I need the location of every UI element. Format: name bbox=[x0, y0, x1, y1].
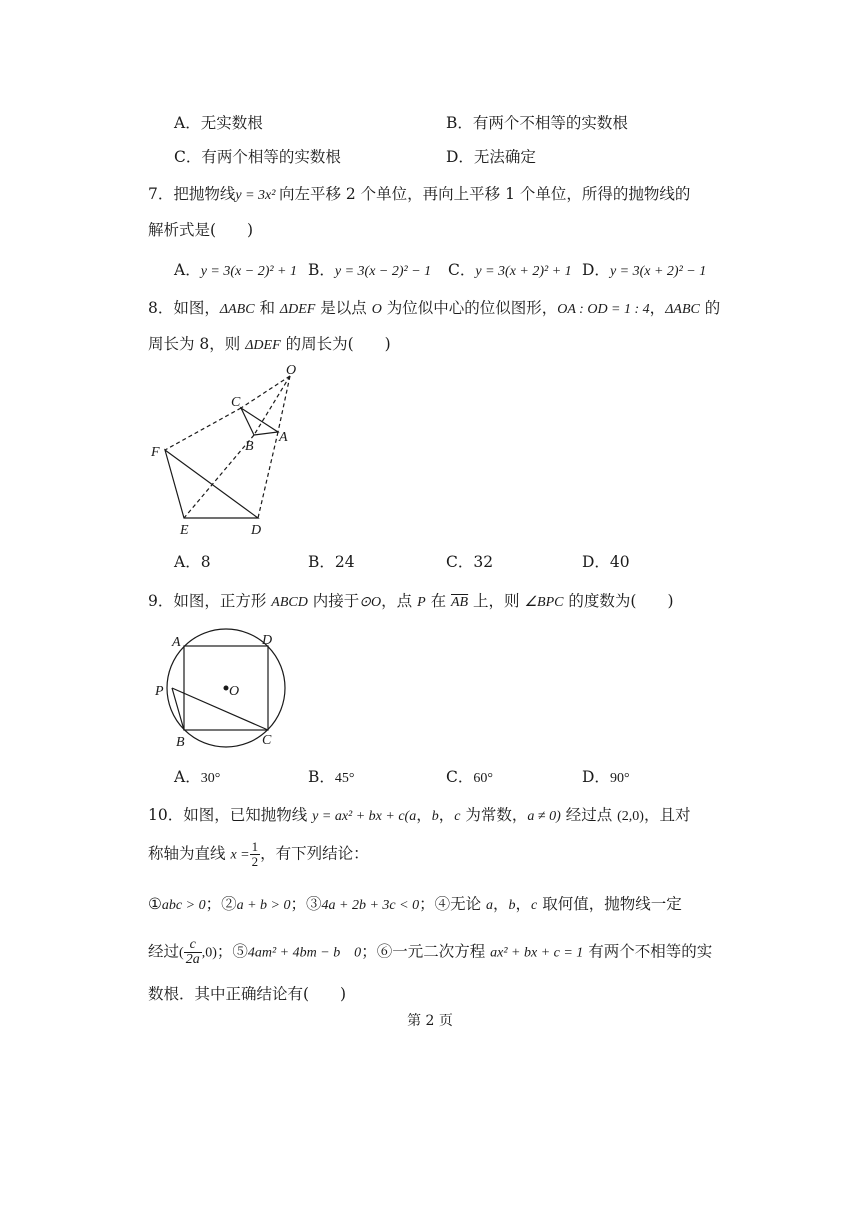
q9-label-c: C bbox=[262, 733, 272, 748]
q8-label-a: A bbox=[279, 430, 288, 445]
q9-option-b: B．45° bbox=[308, 768, 355, 786]
q9-label-d: D bbox=[262, 633, 273, 648]
q8-option-c: C．32 bbox=[446, 553, 494, 571]
q8-label-o: O bbox=[286, 363, 297, 378]
q9-stem: 9．如图，正方形 ABCD 内接于⊙O，点 P 在 $\overline{AB}$ 上，则 ∠BPC 的度数为( ) bbox=[148, 592, 674, 610]
q8-label-d: D bbox=[251, 523, 262, 538]
q7-option-c: C．y = 3(x + 2)² + 1 bbox=[448, 261, 572, 279]
q10-stem-line1: 10．如图，已知抛物线 y = ax² + bx + c(a，b，c 为常数，a ≠ 0) 经过点 (2,0)，且对 bbox=[148, 806, 691, 824]
q9-option-a: A．30° bbox=[174, 768, 221, 786]
q8-option-a: A．8 bbox=[174, 553, 211, 571]
q9-label-o: O bbox=[229, 684, 240, 699]
q7-option-a: A．y = 3(x − 2)² + 1 bbox=[174, 261, 297, 279]
q8-label-b: B bbox=[245, 439, 254, 454]
q9-label-a: A bbox=[172, 635, 181, 650]
q7-stem-line1: 7．把抛物线y = 3x² 向左平移 2 个单位，再向上平移 1 个单位，所得的抛物线的 bbox=[148, 185, 691, 203]
q10-axis-fraction: $\frac{1}{2}$ bbox=[251, 839, 259, 869]
q10-stem-line5: 数根．其中正确结论有( ) bbox=[148, 985, 347, 1003]
q6-option-c: C．有两个相等的实数根 bbox=[174, 148, 341, 166]
q8-figure bbox=[140, 362, 320, 542]
q8-option-d: D．40 bbox=[582, 553, 630, 571]
q7-option-d: D．y = 3(x + 2)² − 1 bbox=[582, 261, 707, 279]
q8-label-c: C bbox=[231, 395, 241, 410]
q9-label-p: P bbox=[155, 684, 164, 699]
q9-option-d: D．90° bbox=[582, 768, 630, 786]
q8-option-b: B．24 bbox=[308, 553, 355, 571]
q10-conclusions-line1: ①abc > 0；②a + b > 0；③4a + 2b + 3c < 0；④无论 a，b，c 取何值，抛物线一定 bbox=[148, 895, 682, 913]
q9-option-c: C．60° bbox=[446, 768, 493, 786]
q8-stem-line2: 周长为 8，则 ΔDEF 的周长为( ) bbox=[148, 335, 391, 353]
q10-conclusions-line2: 经过( $\frac{c}{2a}$ ,0)；⑤4am² + 4bm − b 0；⑥一元二次方程 ax² + bx + c = 1 有两个不相等的实 bbox=[148, 937, 713, 967]
q6-option-b: B．有两个不相等的实数根 bbox=[446, 114, 628, 132]
q7-stem-line2: 解析式是( ) bbox=[148, 221, 254, 239]
q10-stem-line2: 称轴为直线 x = $\frac{1}{2}$ ，有下列结论： bbox=[148, 839, 369, 869]
q9-figure bbox=[146, 622, 286, 752]
q8-stem-line1: 8．如图，ΔABC 和 ΔDEF 是以点 O 为位似中心的位似图形，OA : OD = 1 : 4，ΔABC 的 bbox=[148, 299, 721, 317]
page-number: 第 2 页 bbox=[407, 1013, 453, 1029]
q7-option-b: B．y = 3(x − 2)² − 1 bbox=[308, 261, 432, 279]
q8-label-f: F bbox=[151, 445, 160, 460]
q8-label-e: E bbox=[180, 523, 189, 538]
q6-option-a: A．无实数根 bbox=[174, 114, 263, 132]
q10-point-fraction: $\frac{c}{2a}$ bbox=[185, 937, 200, 967]
q9-label-b: B bbox=[176, 735, 185, 750]
q6-option-d: D．无法确定 bbox=[446, 148, 536, 166]
